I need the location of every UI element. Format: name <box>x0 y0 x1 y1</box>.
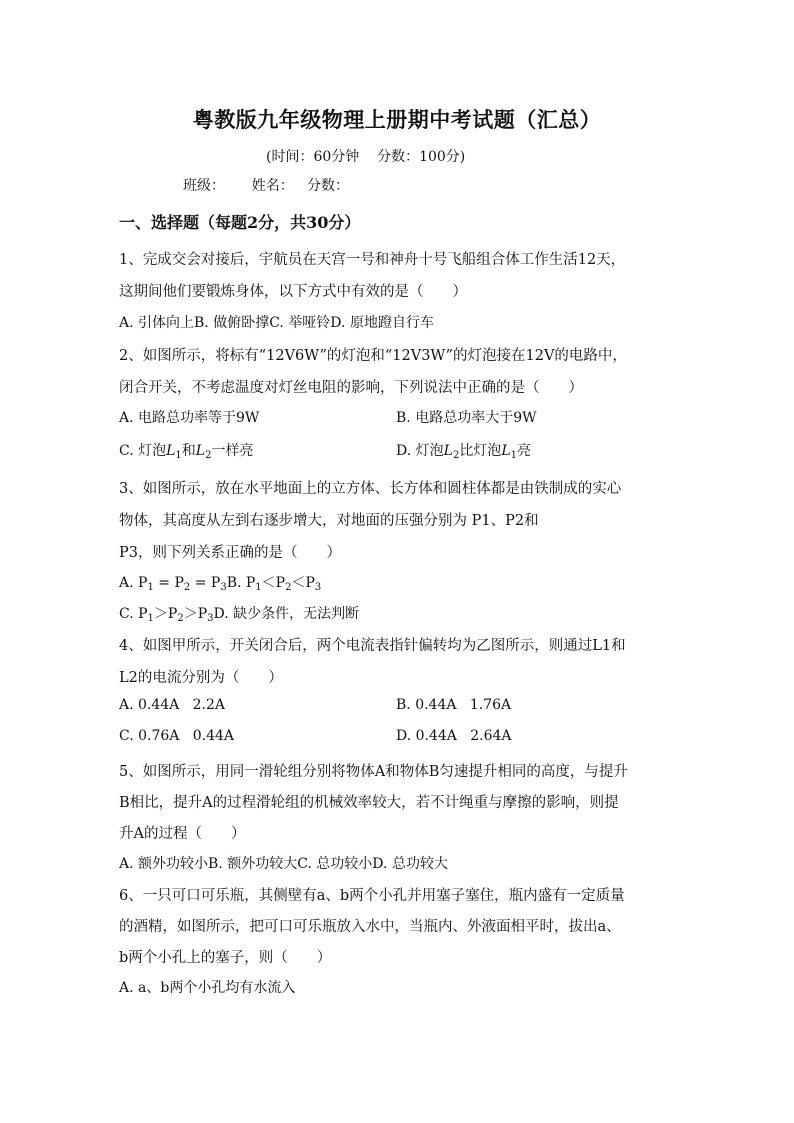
question-4-line-2: L2的电流分别为（ ） <box>119 670 283 686</box>
question-2-option-d: D. 灯泡$L_2$比灯泡$L_1$亮 <box>396 443 531 461</box>
question-5-line-1: 5、如图所示，用同一滑轮组分别将物体A和物体B匀速提升相同的高度，与提升 <box>119 764 628 780</box>
question-2-option-b: B. 电路总功率大于9W <box>396 410 537 426</box>
question-4-option-b: B. 0.44A 1.76A <box>396 697 512 713</box>
question-4-line-1: 4、如图甲所示，开关闭合后，两个电流表指针偏转均为乙图所示，则通过L1和 <box>119 638 626 654</box>
question-3-options-ab: A. $P_1 = P_2 = P_3B$. $P_1<P_2<P_3$ <box>119 575 322 593</box>
student-info-line: 班级： 姓名： 分数： <box>183 178 350 194</box>
question-6-line-1: 6、一只可口可乐瓶，其侧壁有a、b两个小孔并用塞子塞住，瓶内盛有一定质量 <box>119 888 625 904</box>
question-5-options: A. 额外功较小B. 额外功较大C. 总功较小D. 总功较大 <box>119 856 448 872</box>
question-4-option-c: C. 0.76A 0.44A <box>119 728 235 744</box>
question-2-option-c: C. 灯泡$L_1$和$L_2$一样亮 <box>119 443 254 461</box>
page-title: 粤教版九年级物理上册期中考试题（汇总） <box>192 107 602 132</box>
question-5-line-3: 升A的过程（ ） <box>119 826 246 842</box>
question-6-line-2: 的酒精，如图所示，把可口可乐瓶放入水中，当瓶内、外液面相平时，拔出a、 <box>119 919 621 935</box>
section-heading-multiple-choice: 一、选择题（每题2分，共30分） <box>119 213 361 232</box>
exam-time-score: (时间：60分钟 分数：100分) <box>266 149 466 165</box>
question-2-line-2: 闭合开关，不考虑温度对灯丝电阻的影响，下列说法中正确的是（ ） <box>119 380 583 396</box>
question-3-line-2: 物体，其高度从左到右逐步增大，对地面的压强分别为 P1、P2和 <box>119 513 539 529</box>
question-2-line-1: 2、如图所示，将标有“12V6W”的灯泡和“12V3W”的灯泡接在12V的电路中， <box>119 348 627 364</box>
question-2-option-a: A. 电路总功率等于9W <box>119 410 260 426</box>
question-3-line-3: P3，则下列关系正确的是（ ） <box>119 545 341 561</box>
question-3-options-cd: C. $P_1>P_2>P_3D$. 缺少条件，无法判断 <box>119 606 360 624</box>
question-1-options: A. 引体向上B. 做俯卧撑C. 举哑铃D. 原地蹬自行车 <box>119 315 434 331</box>
question-3-line-1: 3、如图所示，放在水平地面上的立方体、长方体和圆柱体都是由铁制成的实心 <box>119 481 622 497</box>
question-1-line-2: 这期间他们要锻炼身体，以下方式中有效的是（ ） <box>119 284 467 300</box>
question-4-option-d: D. 0.44A 2.64A <box>396 728 512 744</box>
question-6-line-3: b两个小孔上的塞子，则（ ） <box>119 950 332 966</box>
question-6-option-a: A. a、b两个小孔均有水流入 <box>119 980 296 996</box>
question-5-line-2: B相比，提升A的过程滑轮组的机械效率较大，若不计绳重与摩擦的影响，则提 <box>119 795 619 811</box>
question-4-option-a: A. 0.44A 2.2A <box>119 697 226 713</box>
question-1-line-1: 1、完成交会对接后，宇航员在天宫一号和神舟十号飞船组合体工作生活12天， <box>119 252 626 268</box>
